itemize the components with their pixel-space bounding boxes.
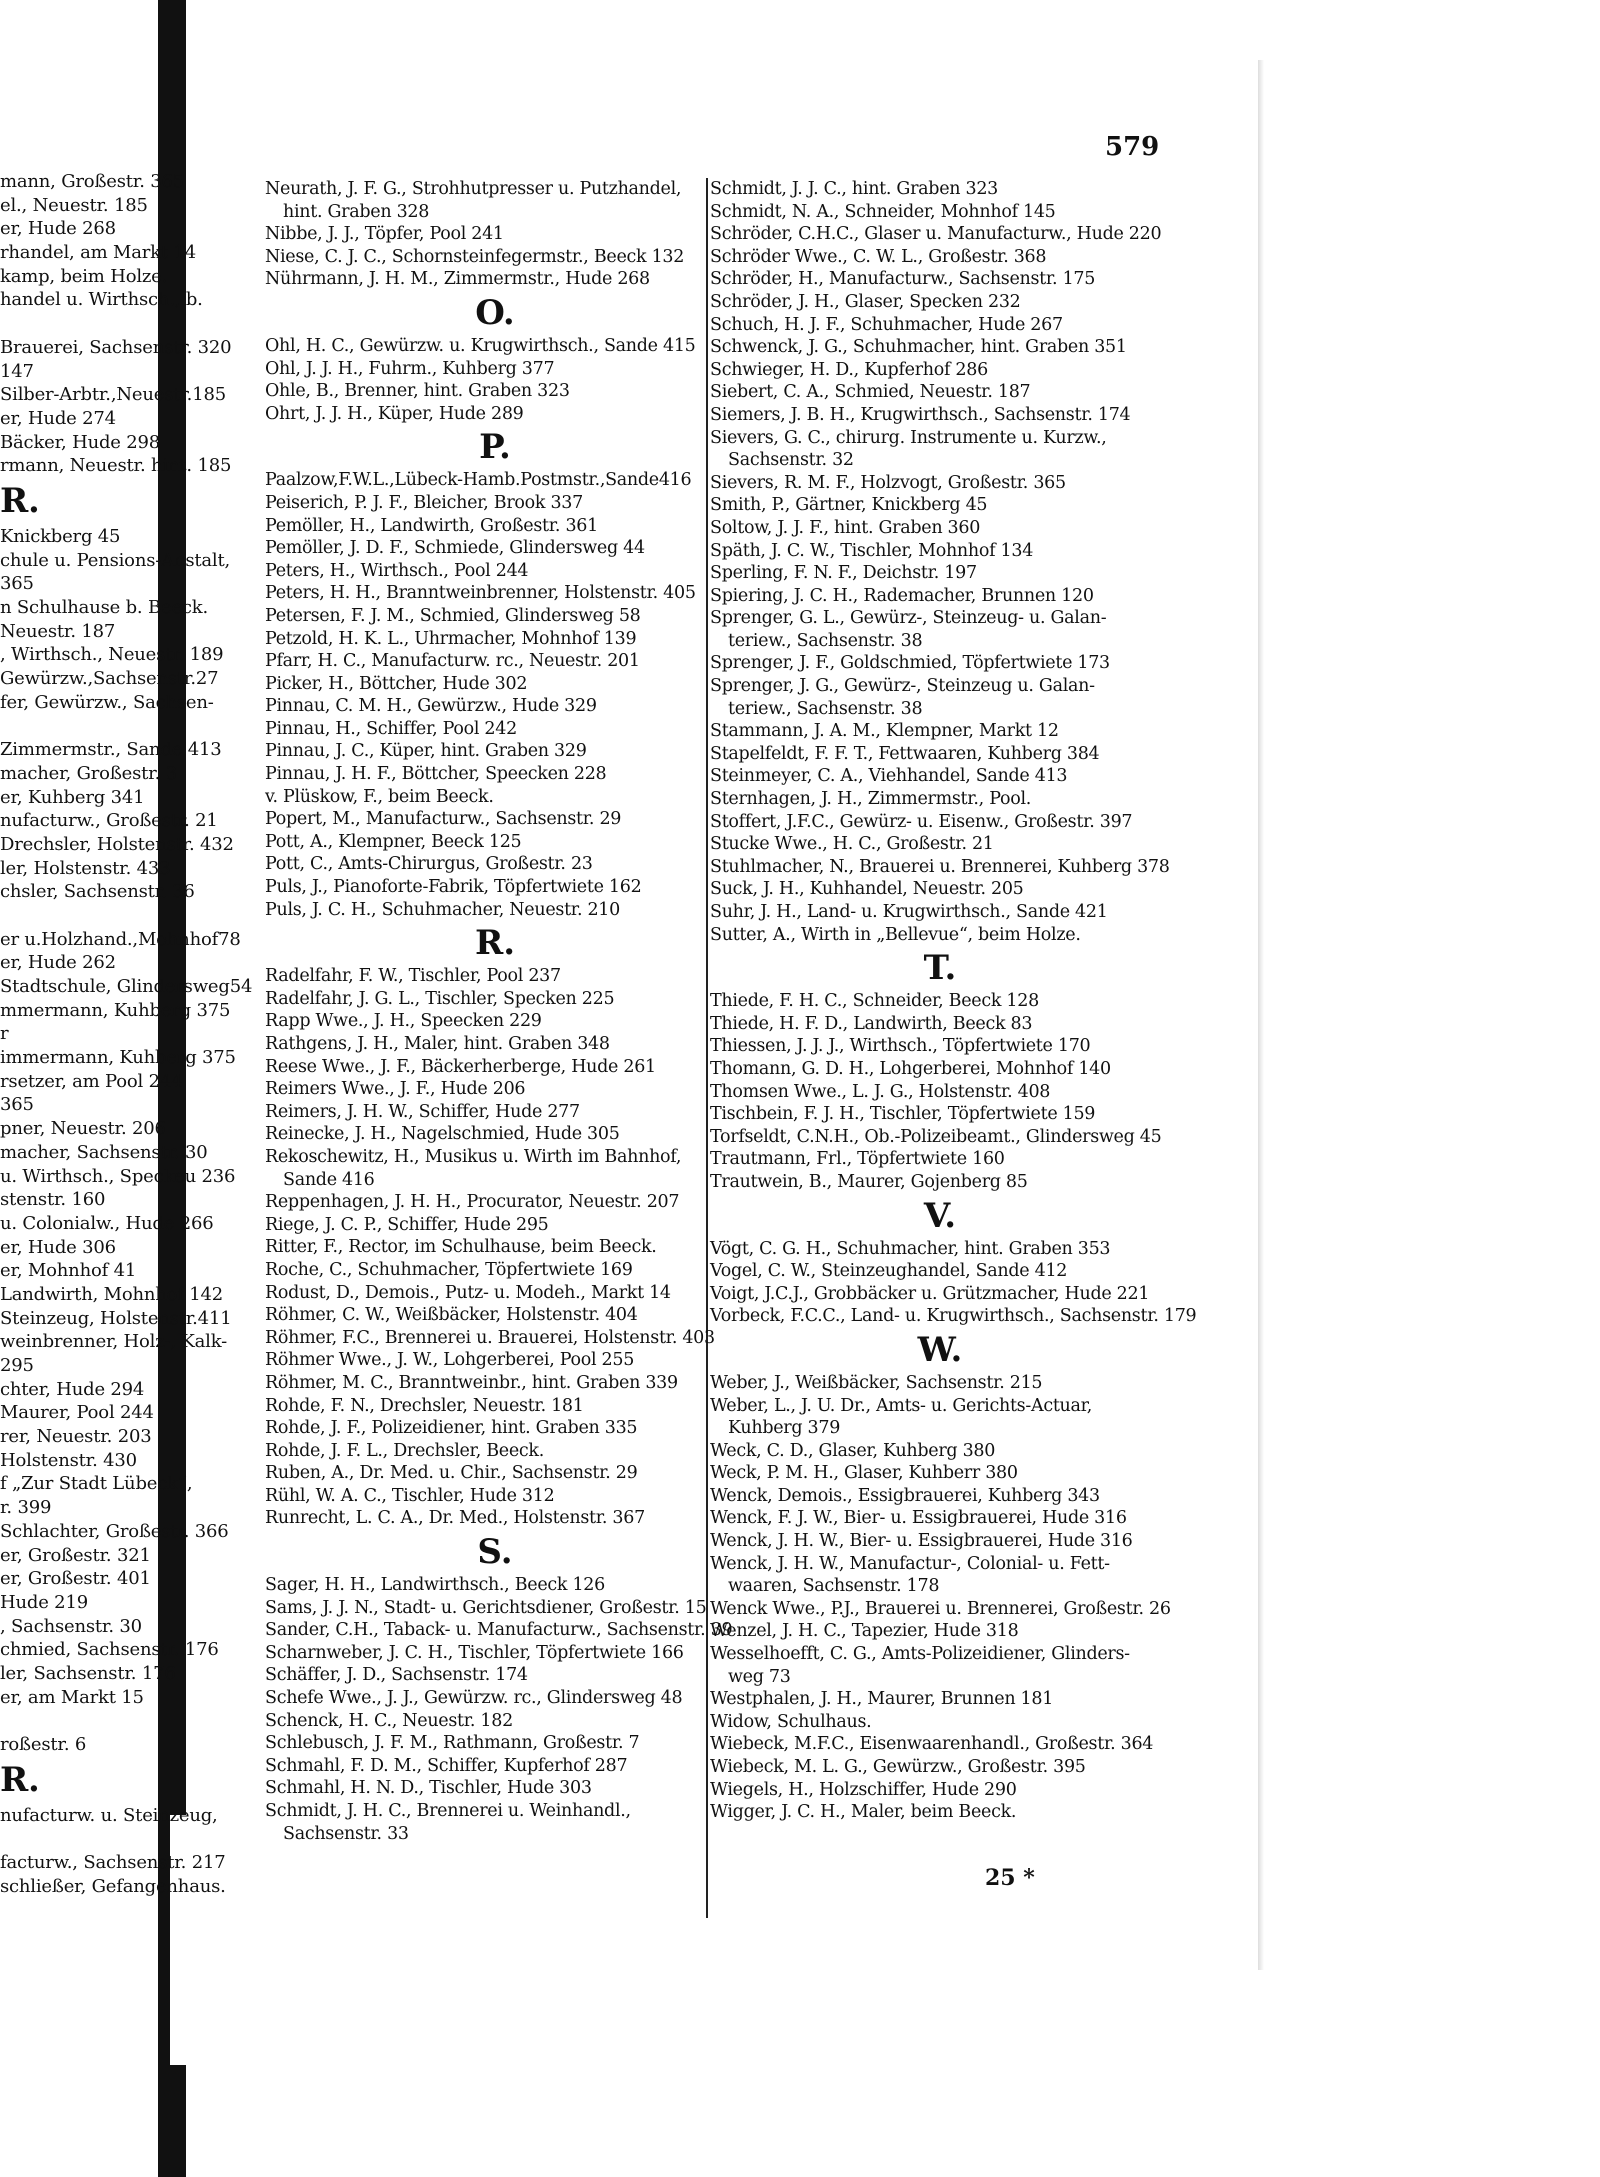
directory-entry: Schäffer, J. D., Sachsenstr. 174 — [265, 1665, 528, 1686]
directory-entry: Wenzel, J. H. C., Tapezier, Hude 318 — [710, 1621, 1019, 1642]
left-page-line: rer, Neuestr. 203 — [0, 1426, 152, 1448]
left-page-line: r. 399 — [0, 1497, 52, 1519]
directory-column-left — [265, 178, 733, 1845]
directory-entry: Thiessen, J. J. J., Wirthsch., Töpfertwiete 170 — [710, 1036, 1091, 1057]
section-letter-heading: V. — [923, 1195, 957, 1236]
directory-entry: Pemöller, J. D. F., Schmiede, Glindersweg 44 — [265, 538, 645, 559]
signature-mark: 25 * — [985, 1865, 1035, 1891]
section-letter-heading: R. — [474, 923, 516, 964]
directory-entry: Neurath, J. F. G., Strohhutpresser u. Putzhandel, — [265, 179, 682, 199]
left-page-line: R. — [0, 1759, 40, 1800]
directory-entry: Thiede, H. F. D., Landwirth, Beeck 83 — [710, 1013, 1033, 1034]
directory-entry-continuation: Sachsenstr. 33 — [283, 1823, 409, 1844]
directory-entry: Rohde, F. N., Drechsler, Neuestr. 181 — [265, 1395, 584, 1416]
directory-entry: Schefe Wwe., J. J., Gewürzw. rc., Glindersweg 48 — [265, 1688, 683, 1709]
left-page-line: chule u. Pensions-Anstalt, — [0, 549, 231, 571]
left-page-line: Brauerei, Sachsenstr. 320 — [0, 336, 232, 358]
directory-entry: Schwenck, J. G., Schuhmacher, hint. Graben 351 — [710, 337, 1127, 358]
directory-entry: Schenck, H. C., Neuestr. 182 — [265, 1710, 513, 1731]
left-page-line: Schlachter, Großestr. 366 — [0, 1520, 229, 1542]
directory-entry: Pott, C., Amts-Chirurgus, Großestr. 23 — [265, 854, 593, 875]
directory-entry: Wenck, Demois., Essigbrauerei, Kuhberg 343 — [710, 1485, 1100, 1506]
left-page-line: facturw., Sachsenstr. 217 — [0, 1852, 226, 1874]
directory-entry: Picker, H., Böttcher, Hude 302 — [265, 673, 528, 694]
left-page-line: er u.Holzhand.,Mohnhof78 — [0, 928, 241, 950]
left-page-line: r — [0, 1023, 9, 1045]
directory-entry-continuation: teriew., Sachsenstr. 38 — [728, 630, 923, 651]
directory-entry: Schlebusch, J. F. M., Rathmann, Großestr. 7 — [265, 1733, 640, 1754]
directory-entry: Stoffert, J.F.C., Gewürz- u. Eisenw., Großestr. 397 — [710, 811, 1133, 832]
directory-entry: Schmidt, J. J. C., hint. Graben 323 — [710, 179, 999, 199]
left-page-line: Steinzeug, Holstenstr.411 — [0, 1307, 232, 1329]
left-page-line: 295 — [0, 1355, 34, 1376]
directory-entry: Stapelfeldt, F. F. T., Fettwaaren, Kuhberg 384 — [710, 743, 1100, 764]
left-page-line: R. — [0, 480, 40, 521]
left-page-line: rhandel, am Markt 14 — [0, 242, 196, 264]
directory-entry: Tischbein, F. J. H., Tischler, Töpfertwiete 159 — [710, 1104, 1096, 1125]
left-page-line: macher, Sachsenstr. 30 — [0, 1141, 208, 1163]
directory-entry: Weber, L., J. U. Dr., Amts- u. Gerichts-Actuar, — [710, 1395, 1093, 1416]
directory-entry: Ohle, B., Brenner, hint. Graben 323 — [265, 381, 570, 402]
directory-entry: Stucke Wwe., H. C., Großestr. 21 — [710, 834, 994, 855]
directory-entry: Widow, Schulhaus. — [710, 1711, 872, 1732]
directory-entry: Reinecke, J. H., Nagelschmied, Hude 305 — [265, 1124, 620, 1145]
left-page-line: ler, Sachsenstr. 176 — [0, 1662, 176, 1684]
directory-entry: Ohl, J. J. H., Fuhrm., Kuhberg 377 — [265, 358, 555, 379]
left-page-line: macher, Großestr. 3 — [0, 762, 177, 784]
directory-entry-continuation: weg 73 — [728, 1666, 791, 1687]
directory-entry: Niese, C. J. C., Schornsteinfegermstr., Beeck 132 — [265, 246, 685, 267]
directory-entry: Wiegels, H., Holzschiffer, Hude 290 — [710, 1779, 1017, 1800]
directory-entry: Reppenhagen, J. H. H., Procurator, Neuestr. 207 — [265, 1192, 680, 1213]
directory-entry: v. Plüskow, F., beim Beeck. — [265, 786, 494, 807]
left-page-line: , Sachsenstr. 30 — [0, 1615, 142, 1637]
directory-entry: Sievers, R. M. F., Holzvogt, Großestr. 365 — [710, 472, 1066, 493]
directory-entry-continuation: Sande 416 — [283, 1169, 375, 1190]
directory-entry: Wigger, J. C. H., Maler, beim Beeck. — [710, 1802, 1017, 1823]
directory-entry: Schmidt, N. A., Schneider, Mohnhof 145 — [710, 201, 1056, 222]
directory-entry: Puls, J., Pianoforte-Fabrik, Töpfertwiete 162 — [265, 877, 642, 898]
directory-entry: Rekoschewitz, H., Musikus u. Wirth im Bahnhof, — [265, 1146, 682, 1167]
directory-entry: Röhmer Wwe., J. W., Lohgerberei, Pool 255 — [265, 1350, 635, 1371]
directory-entry: Wenck, J. H. W., Bier- u. Essigbrauerei, Hude 316 — [710, 1531, 1133, 1552]
left-page-line: u. Wirthsch., Speckeu 236 — [0, 1165, 236, 1187]
directory-entry: Puls, J. C. H., Schuhmacher, Neuestr. 210 — [265, 899, 620, 920]
directory-entry: Roche, C., Schuhmacher, Töpfertwiete 169 — [265, 1259, 633, 1280]
left-page-line: roßestr. 6 — [0, 1734, 87, 1755]
directory-entry: Schmahl, F. D. M., Schiffer, Kupferhof 287 — [265, 1755, 628, 1776]
left-page-line: chsler, Sachsenstr. 36 — [0, 881, 195, 903]
left-page-line: fer, Gewürzw., Sachsen- — [0, 691, 214, 713]
left-page-fragment — [0, 170, 253, 1897]
directory-entry: Paalzow,F.W.L.,Lübeck-Hamb.Postmstr.,Sande416 — [265, 470, 692, 491]
left-page-line: kamp, beim Holze. — [0, 265, 168, 287]
directory-entry: Reimers, J. H. W., Schiffer, Hude 277 — [265, 1101, 580, 1122]
directory-entry: Rodust, D., Demois., Putz- u. Modeh., Markt 14 — [265, 1282, 671, 1303]
directory-entry: Vögt, C. G. H., Schuhmacher, hint. Graben 353 — [710, 1238, 1111, 1259]
left-page-line: Maurer, Pool 244 — [0, 1402, 154, 1424]
left-page-line: chter, Hude 294 — [0, 1378, 145, 1400]
directory-entry: Röhmer, F.C., Brennerei u. Brauerei, Holstenstr. 403 — [265, 1327, 715, 1348]
directory-entry: Westphalen, J. H., Maurer, Brunnen 181 — [710, 1689, 1054, 1710]
directory-entry: Vogel, C. W., Steinzeughandel, Sande 412 — [710, 1261, 1068, 1282]
left-page-line: rsetzer, am Pool 244 — [0, 1070, 183, 1092]
directory-entry: Wesselhoefft, C. G., Amts-Polizeidiener, Glinders- — [710, 1644, 1130, 1665]
directory-entry-continuation: Sachsenstr. 32 — [728, 450, 854, 471]
left-page-line: er, am Markt 15 — [0, 1686, 144, 1708]
left-page-line: f „Zur Stadt Lübeck“, — [0, 1473, 193, 1495]
directory-entry: Schmahl, H. N. D., Tischler, Hude 303 — [265, 1778, 592, 1799]
directory-entry-continuation: Kuhberg 379 — [728, 1418, 841, 1439]
section-letter-heading: T. — [923, 948, 957, 989]
directory-entry-continuation: teriew., Sachsenstr. 38 — [728, 698, 923, 719]
directory-entry: Pinnau, C. M. H., Gewürzw., Hude 329 — [265, 696, 597, 717]
directory-entry: Trautwein, B., Maurer, Gojenberg 85 — [710, 1171, 1028, 1192]
directory-entry: Petersen, F. J. M., Schmied, Glindersweg 58 — [265, 605, 641, 626]
directory-entry: Thomann, G. D. H., Lohgerberei, Mohnhof 140 — [710, 1058, 1111, 1079]
directory-entry: Pemöller, H., Landwirth, Großestr. 361 — [265, 515, 598, 536]
directory-entry: Sprenger, G. L., Gewürz-, Steinzeug- u. Galan- — [710, 608, 1107, 629]
section-letter-heading: O. — [475, 292, 515, 333]
directory-entry: Sander, C.H., Taback- u. Manufacturw., Sachsenstr. 39 — [265, 1620, 733, 1641]
directory-entry: Schröder, H., Manufacturw., Sachsenstr. 175 — [710, 269, 1096, 290]
directory-entry: Sager, H. H., Landwirthsch., Beeck 126 — [265, 1575, 605, 1596]
directory-entry: Sams, J. J. N., Stadt- u. Gerichtsdiener, Großestr. 15 — [265, 1597, 707, 1618]
left-page-line: Knickberg 45 — [0, 525, 121, 547]
left-page-line — [0, 1827, 236, 1851]
directory-entry: Ritter, F., Rector, im Schulhause, beim Beeck. — [265, 1237, 657, 1258]
directory-entry: Sievers, G. C., chirurg. Instrumente u. Kurzw., — [710, 427, 1107, 448]
directory-entry: Steinmeyer, C. A., Viehhandel, Sande 413 — [710, 766, 1068, 787]
directory-entry: Weber, J., Weißbäcker, Sachsenstr. 215 — [710, 1372, 1043, 1393]
left-page-line: Gewürzw.,Sachsenstr.27 — [0, 668, 219, 690]
left-page-line: 147 — [0, 360, 34, 382]
directory-entry: Siebert, C. A., Schmied, Neuestr. 187 — [710, 382, 1031, 403]
directory-entry: Reese Wwe., J. F., Bäckerherberge, Hude 261 — [265, 1056, 656, 1077]
page-number: 579 — [1105, 132, 1160, 162]
directory-entry: Spiering, J. C. H., Rademacher, Brunnen 120 — [710, 585, 1094, 606]
left-page-line: chmied, Sachsenstr. 176 — [0, 1639, 219, 1661]
directory-entry: Nührmann, J. H. M., Zimmermstr., Hude 268 — [265, 269, 650, 290]
directory-entry: Runrecht, L. C. A., Dr. Med., Holstenstr. 367 — [265, 1508, 645, 1529]
left-page-line: immermann, Kuhberg 375 — [0, 1047, 236, 1069]
directory-entry: Ohrt, J. J. H., Küper, Hude 289 — [265, 403, 524, 424]
left-page-line: er, Großestr. 401 — [0, 1568, 151, 1590]
left-page-line: er, Mohnhof 41 — [0, 1260, 137, 1282]
left-page-line: u. Colonialw., Hude 266 — [0, 1212, 214, 1234]
directory-entry: Radelfahr, F. W., Tischler, Pool 237 — [265, 966, 561, 987]
directory-entry: Sternhagen, J. H., Zimmermstr., Pool. — [710, 789, 1032, 810]
directory-entry: Stuhlmacher, N., Brauerei u. Brennerei, Kuhberg 378 — [710, 856, 1170, 877]
directory-entry: Scharnweber, J. C. H., Tischler, Töpfertwiete 166 — [265, 1642, 684, 1663]
directory-entry: Späth, J. C. W., Tischler, Mohnhof 134 — [710, 540, 1034, 561]
directory-entry: Rühl, W. A. C., Tischler, Hude 312 — [265, 1485, 555, 1506]
left-page-line: el., Neuestr. 185 — [0, 194, 148, 216]
directory-entry: Schröder, J. H., Glaser, Specken 232 — [710, 291, 1021, 312]
left-page-line: er, Hude 306 — [0, 1236, 116, 1258]
directory-entry: Sperling, F. N. F., Deichstr. 197 — [710, 563, 977, 584]
left-page-line: Bäcker, Hude 298 — [0, 431, 161, 453]
left-page-line: n Schulhause b. Beeck. — [0, 597, 209, 618]
directory-entry: Petzold, H. K. L., Uhrmacher, Mohnhof 139 — [265, 628, 637, 649]
directory-entry: Sprenger, J. G., Gewürz-, Steinzeug u. Galan- — [710, 676, 1095, 697]
left-page-line: mmermann, Kuhberg 375 — [0, 999, 231, 1021]
directory-entry: Röhmer, C. W., Weißbäcker, Holstenstr. 404 — [265, 1305, 638, 1326]
directory-entry: Sprenger, J. F., Goldschmied, Töpfertwiete 173 — [710, 653, 1110, 674]
directory-entry: Peters, H. H., Branntweinbrenner, Holstenstr. 405 — [265, 583, 696, 604]
directory-entry: Thomsen Wwe., L. J. G., Holstenstr. 408 — [710, 1081, 1051, 1102]
left-page-line: Hude 219 — [0, 1591, 88, 1613]
left-page-line: Zimmermstr., Sande 413 — [0, 739, 222, 761]
directory-entry: Riege, J. C. P., Schiffer, Hude 295 — [265, 1214, 549, 1235]
directory-entry: Pott, A., Klempner, Beeck 125 — [265, 831, 522, 852]
left-page-line: ler, Holstenstr. 433 — [0, 857, 171, 879]
directory-column-right — [710, 178, 1197, 1824]
left-page-line: nufacturw., Großestr. 21 — [0, 810, 218, 832]
left-page-line: , Wirthsch., Neuestr. 189 — [0, 644, 224, 666]
left-page-line: Neuestr. 187 — [0, 620, 116, 642]
directory-entry: Vorbeck, F.C.C., Land- u. Krugwirthsch., Sachsenstr. 179 — [710, 1306, 1197, 1327]
directory-entry: Wiebeck, M. L. G., Gewürzw., Großestr. 395 — [710, 1757, 1086, 1777]
directory-entry: Röhmer, M. C., Branntweinbr., hint. Graben 339 — [265, 1372, 678, 1393]
directory-entry: Pfarr, H. C., Manufacturw. rc., Neuestr. 201 — [265, 651, 640, 672]
left-page-line — [0, 1709, 236, 1733]
directory-entry: Ruben, A., Dr. Med. u. Chir., Sachsenstr. 29 — [265, 1463, 638, 1484]
left-page-line: er, Großestr. 321 — [0, 1544, 151, 1566]
page-edge-shadow — [1258, 60, 1264, 1970]
directory-entry: Wenck Wwe., P.J., Brauerei u. Brennerei, Großestr. 26 — [710, 1598, 1171, 1619]
directory-entry: Sutter, A., Wirth in „Bellevue“, beim Holze. — [710, 924, 1081, 945]
left-page-line: er, Hude 268 — [0, 218, 116, 240]
directory-entry: Schmidt, J. H. C., Brennerei u. Weinhandl., — [265, 1801, 631, 1821]
left-page-line: mann, Großestr. 365 — [0, 171, 185, 192]
directory-entry-continuation: waaren, Sachsenstr. 178 — [728, 1576, 940, 1597]
directory-entry: Trautmann, Frl., Töpfertwiete 160 — [710, 1149, 1005, 1170]
left-page-line: schließer, Gefangenhaus. — [0, 1875, 226, 1897]
directory-entry: Ohl, H. C., Gewürzw. u. Krugwirthsch., Sande 415 — [265, 335, 696, 356]
left-page-line: er, Hude 262 — [0, 952, 116, 974]
left-page-line: stenstr. 160 — [0, 1189, 106, 1211]
left-page-line: er, Kuhberg 341 — [0, 786, 145, 808]
directory-entry: Stammann, J. A. M., Klempner, Markt 12 — [710, 721, 1059, 742]
directory-entry: Weck, P. M. H., Glaser, Kuhberr 380 — [710, 1463, 1018, 1484]
directory-entry: Suck, J. H., Kuhhandel, Neuestr. 205 — [710, 879, 1024, 900]
directory-entry: Suhr, J. H., Land- u. Krugwirthsch., Sande 421 — [710, 902, 1108, 922]
directory-entry: Schröder, C.H.C., Glaser u. Manufacturw., Hude 220 — [710, 224, 1162, 245]
directory-entry: Wenck, J. H. W., Manufactur-, Colonial- u. Fett- — [710, 1553, 1110, 1574]
directory-entry: Peiserich, P. J. F., Bleicher, Brook 337 — [265, 492, 583, 513]
left-page-line — [0, 714, 236, 738]
directory-entry: Pinnau, H., Schiffer, Pool 242 — [265, 718, 517, 739]
directory-entry: Siemers, J. B. H., Krugwirthsch., Sachsenstr. 174 — [710, 404, 1131, 425]
directory-entry: Schwieger, H. D., Kupferhof 286 — [710, 359, 988, 380]
directory-entry: Pinnau, J. C., Küper, hint. Graben 329 — [265, 741, 587, 762]
directory-entry: Wenck, F. J. W., Bier- u. Essigbrauerei, Hude 316 — [710, 1508, 1127, 1529]
left-page-line: Drechsler, Holstenstr. 432 — [0, 833, 234, 855]
directory-entry: Nibbe, J. J., Töpfer, Pool 241 — [265, 224, 504, 245]
directory-entry: Schröder Wwe., C. W. L., Großestr. 368 — [710, 246, 1047, 267]
directory-entry: Wiebeck, M.F.C., Eisenwaarenhandl., Großestr. 364 — [710, 1734, 1154, 1755]
section-letter-heading: P. — [479, 427, 511, 468]
directory-entry-continuation: hint. Graben 328 — [283, 201, 430, 222]
directory-entry: Popert, M., Manufacturw., Sachsenstr. 29 — [265, 809, 622, 830]
left-page-line: 365 — [0, 573, 34, 595]
directory-entry: Smith, P., Gärtner, Knickberg 45 — [710, 495, 988, 516]
left-page-line: Stadtschule, Glindersweg54 — [0, 976, 253, 997]
directory-entry: Pinnau, J. H. F., Böttcher, Speecken 228 — [265, 764, 607, 785]
left-page-line: nufacturw. u. Steinzeug, — [0, 1804, 218, 1826]
directory-entry: Rohde, J. F. L., Drechsler, Beeck. — [265, 1440, 544, 1461]
left-page-line: weinbrenner, Holz-, Kalk- — [0, 1331, 228, 1353]
left-page-line: er, Hude 274 — [0, 407, 116, 429]
directory-entry: Rathgens, J. H., Maler, hint. Graben 348 — [265, 1034, 610, 1054]
left-page-line — [0, 904, 236, 928]
directory-entry: Reimers Wwe., J. F., Hude 206 — [265, 1079, 526, 1100]
directory-entry: Schuch, H. J. F., Schuhmacher, Hude 267 — [710, 314, 1063, 335]
section-letter-heading: S. — [477, 1532, 513, 1573]
directory-entry: Voigt, J.C.J., Grobbäcker u. Grützmacher, Hude 221 — [710, 1283, 1150, 1304]
left-page-line: handel u. Wirthsch., b. — [0, 289, 203, 311]
directory-entry: Rohde, J. F., Polizeidiener, hint. Graben 335 — [265, 1418, 638, 1439]
section-letter-heading: W. — [917, 1329, 963, 1370]
directory-entry: Thiede, F. H. C., Schneider, Beeck 128 — [710, 991, 1039, 1012]
left-page-line — [0, 312, 236, 336]
directory-entry: Torfseldt, C.N.H., Ob.-Polizeibeamt., Glindersweg 45 — [710, 1126, 1162, 1147]
left-page-line: 365 — [0, 1094, 34, 1116]
directory-entry: Weck, C. D., Glaser, Kuhberg 380 — [710, 1440, 996, 1461]
directory-entry: Peters, H., Wirthsch., Pool 244 — [265, 560, 529, 581]
directory-entry: Rapp Wwe., J. H., Speecken 229 — [265, 1011, 542, 1032]
left-page-line: Silber-Arbtr.,Neuestr.185 — [0, 384, 226, 406]
directory-entry: Soltow, J. J. F., hint. Graben 360 — [710, 517, 981, 538]
left-page-line: Landwirth, Mohnhof 142 — [0, 1283, 224, 1305]
left-page-line: Holstenstr. 430 — [0, 1449, 137, 1471]
directory-entry: Radelfahr, J. G. L., Tischler, Specken 225 — [265, 988, 615, 1009]
left-page-line: pner, Neuestr. 206 — [0, 1118, 166, 1140]
left-page-line: rmann, Neuestr. hint. 185 — [0, 455, 232, 477]
